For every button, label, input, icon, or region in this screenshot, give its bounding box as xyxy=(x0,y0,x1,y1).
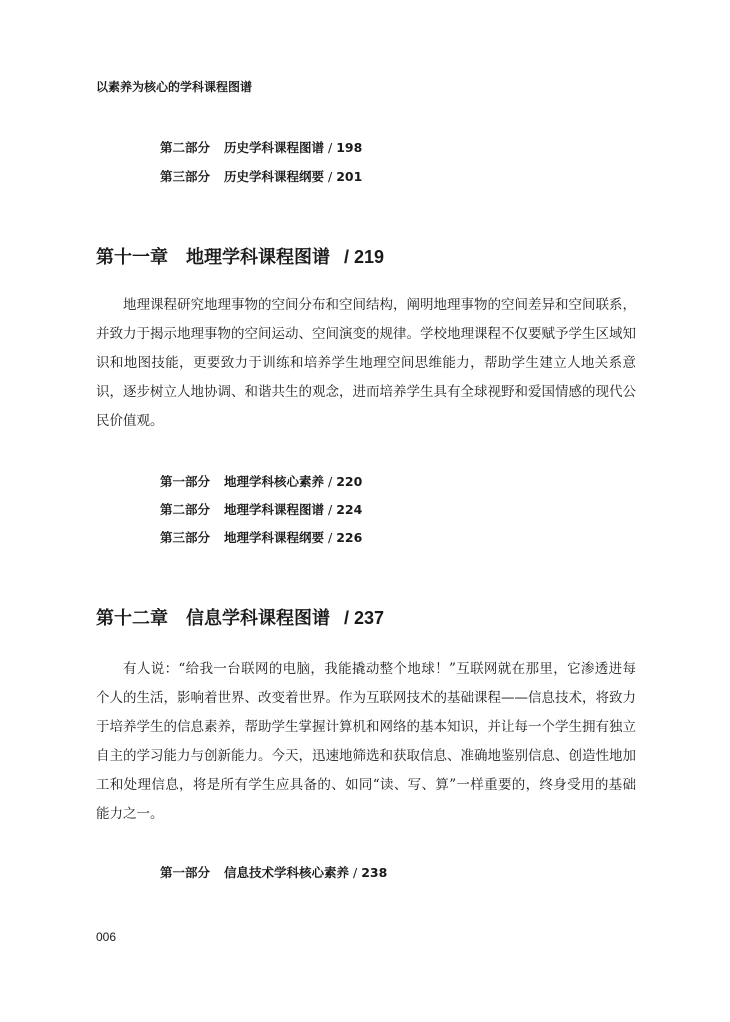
chapter-number: 第十二章 xyxy=(96,608,168,629)
chapter-page: / 219 xyxy=(344,247,385,267)
page-number: 006 xyxy=(96,930,117,944)
toc-entry-geo-part1[interactable]: 第一部分 地理学科核心素养 / 220 xyxy=(160,474,363,489)
chapter-number: 第十一章 xyxy=(96,247,168,268)
chapter-page: / 237 xyxy=(344,608,385,628)
toc-entry-geo-part2[interactable]: 第二部分 地理学科课程图谱 / 224 xyxy=(160,502,363,517)
toc-entry-history-part3[interactable]: 第三部分 历史学科课程纲要 / 201 xyxy=(160,169,363,184)
toc-part-label: 第二部分 xyxy=(160,502,211,517)
toc-part-title: 地理学科核心素养 xyxy=(224,474,325,489)
toc-part-title: 历史学科课程纲要 xyxy=(224,169,325,184)
toc-part-page: 201 xyxy=(336,169,363,184)
toc-part-page: 224 xyxy=(336,502,363,517)
chapter-11-heading[interactable] xyxy=(96,243,384,269)
toc-part-page: 220 xyxy=(336,474,363,489)
toc-part-page: 226 xyxy=(336,530,363,545)
chapter-title: 地理学科课程图谱 xyxy=(186,247,330,268)
toc-part-page: 238 xyxy=(361,865,388,880)
toc-part-title: 信息技术学科核心素养 xyxy=(224,865,350,880)
toc-part-page: 198 xyxy=(336,140,363,155)
chapter-title: 信息学科课程图谱 xyxy=(186,608,330,629)
chapter-12-heading[interactable] xyxy=(96,604,384,630)
toc-entry-info-part1[interactable]: 第一部分 信息技术学科核心素养 / 238 xyxy=(160,865,388,880)
chapter-12-intro: 有人说：“给我一台联网的电脑，我能撬动整个地球！”互联网就在那里，它渗透进每个人的生活，影响着世界、改变着世界。作为互联网技术的基础课程——信息技术，将致力于培养学生的信息素养，帮助学生掌握计算机和网络的基本知识，并让每一个学生拥有独立自主的学习能力与创新能力。今天，迅速地筛选和获取信息、准确地鉴别信息、创造性地加工和处理信息，将是所有学生应具备的、如同“读、写、算”一样重要的，终身受用的基础能力之一。 xyxy=(96,661,636,822)
chapter-11-intro: 地理课程研究地理事物的空间分布和空间结构，阐明地理事物的空间差异和空间联系，并致力于揭示地理事物的空间运动、空间演变的规律。学校地理课程不仅要赋予学生区域知识和地图技能，更要致力于训练和培养学生地理空间思维能力，帮助学生建立人地关系意识，逐步树立人地协调、和谐共生的观念，进而培养学生具有全球视野和爱国情感的现代公民价值观。 xyxy=(96,297,636,429)
toc-entry-geo-part3[interactable]: 第三部分 地理学科课程纲要 / 226 xyxy=(160,530,363,545)
toc-part-label: 第三部分 xyxy=(160,169,211,184)
toc-part-label: 第三部分 xyxy=(160,530,211,545)
toc-part-title: 历史学科课程图谱 xyxy=(224,140,325,155)
toc-part-label: 第一部分 xyxy=(160,865,211,880)
toc-part-label: 第二部分 xyxy=(160,140,211,155)
running-header: 以素养为核心的学科课程图谱 xyxy=(96,80,253,94)
toc-entry-history-part2[interactable]: 第二部分 历史学科课程图谱 / 198 xyxy=(160,140,363,155)
toc-part-title: 地理学科课程纲要 xyxy=(224,530,325,545)
toc-part-label: 第一部分 xyxy=(160,474,211,489)
toc-part-title: 地理学科课程图谱 xyxy=(224,502,325,517)
